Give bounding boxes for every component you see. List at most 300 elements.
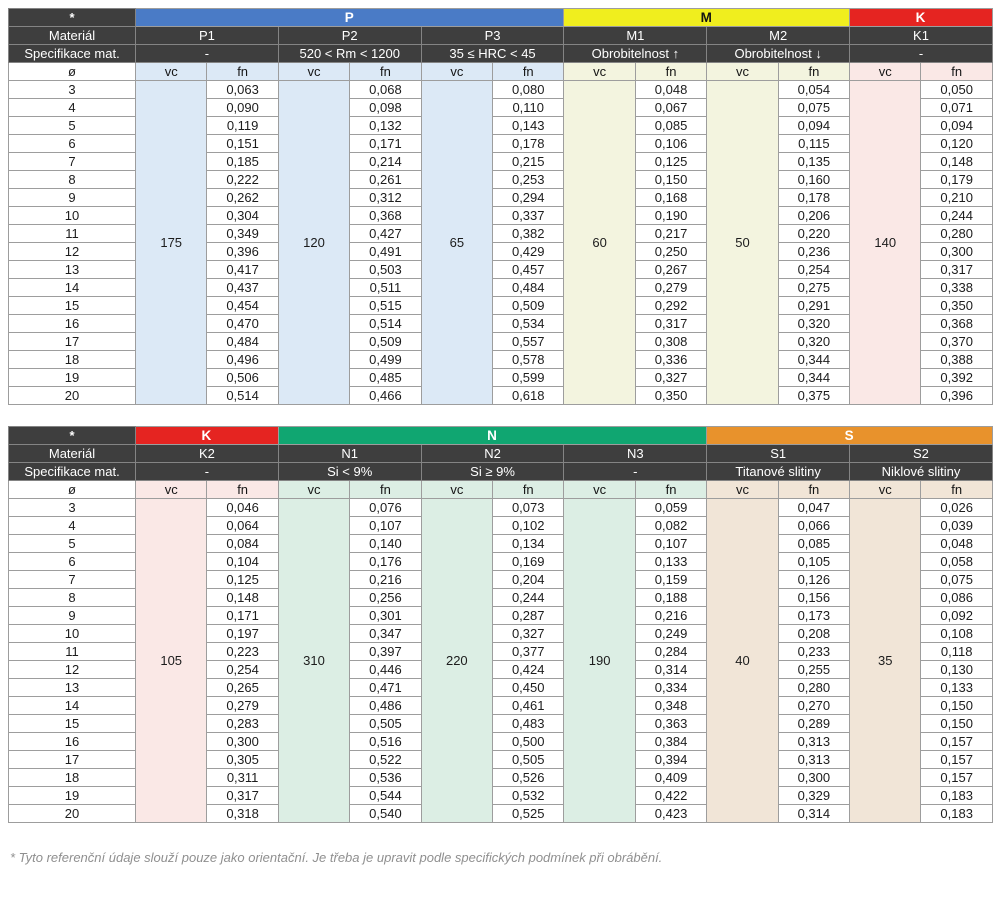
vc-header-cell: vc bbox=[707, 481, 778, 499]
fn-value-cell: 0,159 bbox=[635, 571, 706, 589]
fn-value-cell: 0,048 bbox=[921, 535, 992, 553]
vc-header-cell: vc bbox=[850, 481, 921, 499]
fn-value-cell: 0,308 bbox=[635, 333, 706, 351]
fn-header-cell: fn bbox=[207, 63, 278, 81]
fn-value-cell: 0,094 bbox=[921, 117, 992, 135]
fn-value-cell: 0,157 bbox=[921, 733, 992, 751]
fn-value-cell: 0,314 bbox=[635, 661, 706, 679]
fn-value-cell: 0,505 bbox=[493, 751, 564, 769]
fn-value-cell: 0,133 bbox=[921, 679, 992, 697]
fn-value-cell: 0,048 bbox=[635, 81, 706, 99]
fn-value-cell: 0,457 bbox=[493, 261, 564, 279]
spec-cell: - bbox=[850, 45, 993, 63]
vc-header-cell: vc bbox=[707, 63, 778, 81]
diameter-cell: 12 bbox=[9, 243, 136, 261]
fn-value-cell: 0,050 bbox=[921, 81, 992, 99]
fn-value-cell: 0,183 bbox=[921, 805, 992, 823]
fn-value-cell: 0,249 bbox=[635, 625, 706, 643]
fn-value-cell: 0,253 bbox=[493, 171, 564, 189]
material-cell-s1: S1 bbox=[707, 445, 850, 463]
fn-value-cell: 0,169 bbox=[493, 553, 564, 571]
vc-value-cell: 60 bbox=[564, 81, 635, 405]
fn-value-cell: 0,525 bbox=[493, 805, 564, 823]
fn-value-cell: 0,368 bbox=[921, 315, 992, 333]
vcfn-header-row bbox=[9, 63, 993, 81]
fn-value-cell: 0,075 bbox=[778, 99, 849, 117]
fn-value-cell: 0,275 bbox=[778, 279, 849, 297]
fn-value-cell: 0,156 bbox=[778, 589, 849, 607]
fn-value-cell: 0,301 bbox=[350, 607, 421, 625]
spec-cell: Obrobitelnost ↓ bbox=[707, 45, 850, 63]
diameter-cell: 10 bbox=[9, 625, 136, 643]
fn-value-cell: 0,294 bbox=[493, 189, 564, 207]
fn-value-cell: 0,256 bbox=[350, 589, 421, 607]
fn-value-cell: 0,115 bbox=[778, 135, 849, 153]
vc-header-cell: vc bbox=[850, 63, 921, 81]
spec-cell: Obrobitelnost ↑ bbox=[564, 45, 707, 63]
vc-value-cell: 310 bbox=[278, 499, 349, 823]
fn-value-cell: 0,509 bbox=[493, 297, 564, 315]
diameter-cell: 14 bbox=[9, 697, 136, 715]
fn-value-cell: 0,160 bbox=[778, 171, 849, 189]
fn-value-cell: 0,291 bbox=[778, 297, 849, 315]
vc-header-cell: vc bbox=[564, 63, 635, 81]
fn-value-cell: 0,454 bbox=[207, 297, 278, 315]
fn-header-cell: fn bbox=[207, 481, 278, 499]
diameter-cell: 19 bbox=[9, 787, 136, 805]
material-cell-p1: P1 bbox=[136, 27, 279, 45]
fn-value-cell: 0,514 bbox=[207, 387, 278, 405]
material-row-label: Materiál bbox=[9, 27, 136, 45]
fn-value-cell: 0,082 bbox=[635, 517, 706, 535]
fn-value-cell: 0,300 bbox=[921, 243, 992, 261]
fn-value-cell: 0,143 bbox=[493, 117, 564, 135]
fn-value-cell: 0,197 bbox=[207, 625, 278, 643]
fn-value-cell: 0,540 bbox=[350, 805, 421, 823]
fn-value-cell: 0,392 bbox=[921, 369, 992, 387]
fn-value-cell: 0,396 bbox=[207, 243, 278, 261]
vc-header-cell: vc bbox=[421, 481, 492, 499]
diameter-cell: 18 bbox=[9, 769, 136, 787]
diameter-cell: 7 bbox=[9, 571, 136, 589]
fn-value-cell: 0,204 bbox=[493, 571, 564, 589]
fn-value-cell: 0,327 bbox=[493, 625, 564, 643]
spec-row-label: Specifikace mat. bbox=[9, 463, 136, 481]
fn-value-cell: 0,085 bbox=[635, 117, 706, 135]
fn-value-cell: 0,499 bbox=[350, 351, 421, 369]
fn-value-cell: 0,214 bbox=[350, 153, 421, 171]
material-row-label: Materiál bbox=[9, 445, 136, 463]
fn-value-cell: 0,503 bbox=[350, 261, 421, 279]
fn-value-cell: 0,320 bbox=[778, 333, 849, 351]
fn-value-cell: 0,106 bbox=[635, 135, 706, 153]
fn-value-cell: 0,289 bbox=[778, 715, 849, 733]
fn-value-cell: 0,151 bbox=[207, 135, 278, 153]
fn-value-cell: 0,223 bbox=[207, 643, 278, 661]
fn-value-cell: 0,080 bbox=[493, 81, 564, 99]
fn-value-cell: 0,397 bbox=[350, 643, 421, 661]
vc-value-cell: 65 bbox=[421, 81, 492, 405]
fn-value-cell: 0,250 bbox=[635, 243, 706, 261]
fn-value-cell: 0,236 bbox=[778, 243, 849, 261]
diameter-cell: 13 bbox=[9, 261, 136, 279]
material-cell-n2: N2 bbox=[421, 445, 564, 463]
fn-value-cell: 0,066 bbox=[778, 517, 849, 535]
fn-value-cell: 0,509 bbox=[350, 333, 421, 351]
diameter-cell: 12 bbox=[9, 661, 136, 679]
fn-value-cell: 0,423 bbox=[635, 805, 706, 823]
vc-value-cell: 140 bbox=[850, 81, 921, 405]
class-band-k: K bbox=[850, 9, 993, 27]
fn-value-cell: 0,300 bbox=[778, 769, 849, 787]
fn-value-cell: 0,317 bbox=[921, 261, 992, 279]
fn-value-cell: 0,466 bbox=[350, 387, 421, 405]
fn-value-cell: 0,429 bbox=[493, 243, 564, 261]
fn-value-cell: 0,417 bbox=[207, 261, 278, 279]
fn-value-cell: 0,292 bbox=[635, 297, 706, 315]
vc-value-cell: 175 bbox=[136, 81, 207, 405]
fn-value-cell: 0,255 bbox=[778, 661, 849, 679]
material-row bbox=[9, 27, 993, 45]
diameter-cell: 14 bbox=[9, 279, 136, 297]
fn-value-cell: 0,317 bbox=[635, 315, 706, 333]
class-band-k: K bbox=[136, 427, 279, 445]
vc-header-cell: vc bbox=[278, 481, 349, 499]
fn-value-cell: 0,336 bbox=[635, 351, 706, 369]
cutting-data-table-1 bbox=[8, 8, 993, 405]
fn-value-cell: 0,516 bbox=[350, 733, 421, 751]
fn-value-cell: 0,350 bbox=[635, 387, 706, 405]
fn-value-cell: 0,265 bbox=[207, 679, 278, 697]
vc-header-cell: vc bbox=[278, 63, 349, 81]
table-row bbox=[9, 81, 993, 99]
fn-value-cell: 0,233 bbox=[778, 643, 849, 661]
fn-value-cell: 0,313 bbox=[778, 733, 849, 751]
fn-value-cell: 0,267 bbox=[635, 261, 706, 279]
fn-value-cell: 0,090 bbox=[207, 99, 278, 117]
fn-value-cell: 0,506 bbox=[207, 369, 278, 387]
fn-value-cell: 0,422 bbox=[635, 787, 706, 805]
fn-value-cell: 0,280 bbox=[778, 679, 849, 697]
fn-value-cell: 0,084 bbox=[207, 535, 278, 553]
fn-value-cell: 0,578 bbox=[493, 351, 564, 369]
fn-value-cell: 0,171 bbox=[207, 607, 278, 625]
fn-value-cell: 0,150 bbox=[635, 171, 706, 189]
fn-value-cell: 0,312 bbox=[350, 189, 421, 207]
band-row bbox=[9, 9, 993, 27]
fn-value-cell: 0,348 bbox=[635, 697, 706, 715]
fn-header-cell: fn bbox=[778, 63, 849, 81]
fn-value-cell: 0,157 bbox=[921, 769, 992, 787]
diameter-cell: 6 bbox=[9, 553, 136, 571]
fn-value-cell: 0,222 bbox=[207, 171, 278, 189]
fn-value-cell: 0,215 bbox=[493, 153, 564, 171]
fn-header-cell: fn bbox=[493, 63, 564, 81]
diameter-cell: 13 bbox=[9, 679, 136, 697]
fn-value-cell: 0,157 bbox=[921, 751, 992, 769]
material-cell-k1: K1 bbox=[850, 27, 993, 45]
fn-value-cell: 0,108 bbox=[921, 625, 992, 643]
fn-value-cell: 0,329 bbox=[778, 787, 849, 805]
fn-header-cell: fn bbox=[635, 63, 706, 81]
fn-value-cell: 0,557 bbox=[493, 333, 564, 351]
spec-cell: - bbox=[136, 463, 279, 481]
vc-header-cell: vc bbox=[136, 481, 207, 499]
cutting-data-table-2 bbox=[8, 426, 993, 823]
fn-value-cell: 0,279 bbox=[635, 279, 706, 297]
fn-value-cell: 0,254 bbox=[778, 261, 849, 279]
fn-value-cell: 0,208 bbox=[778, 625, 849, 643]
fn-value-cell: 0,076 bbox=[350, 499, 421, 517]
fn-value-cell: 0,220 bbox=[778, 225, 849, 243]
fn-value-cell: 0,409 bbox=[635, 769, 706, 787]
fn-value-cell: 0,107 bbox=[635, 535, 706, 553]
fn-value-cell: 0,446 bbox=[350, 661, 421, 679]
diameter-cell: 15 bbox=[9, 297, 136, 315]
diameter-cell: 8 bbox=[9, 589, 136, 607]
spec-cell: - bbox=[136, 45, 279, 63]
fn-value-cell: 0,318 bbox=[207, 805, 278, 823]
fn-value-cell: 0,119 bbox=[207, 117, 278, 135]
fn-value-cell: 0,394 bbox=[635, 751, 706, 769]
fn-value-cell: 0,054 bbox=[778, 81, 849, 99]
table-row bbox=[9, 499, 993, 517]
fn-value-cell: 0,515 bbox=[350, 297, 421, 315]
diameter-cell: 18 bbox=[9, 351, 136, 369]
fn-value-cell: 0,125 bbox=[635, 153, 706, 171]
fn-value-cell: 0,279 bbox=[207, 697, 278, 715]
fn-value-cell: 0,514 bbox=[350, 315, 421, 333]
fn-value-cell: 0,185 bbox=[207, 153, 278, 171]
fn-value-cell: 0,304 bbox=[207, 207, 278, 225]
fn-value-cell: 0,107 bbox=[350, 517, 421, 535]
fn-value-cell: 0,334 bbox=[635, 679, 706, 697]
fn-value-cell: 0,134 bbox=[493, 535, 564, 553]
fn-value-cell: 0,059 bbox=[635, 499, 706, 517]
fn-value-cell: 0,450 bbox=[493, 679, 564, 697]
fn-value-cell: 0,424 bbox=[493, 661, 564, 679]
corner-star-cell: * bbox=[9, 427, 136, 445]
vc-header-cell: vc bbox=[564, 481, 635, 499]
fn-value-cell: 0,092 bbox=[921, 607, 992, 625]
diameter-cell: 19 bbox=[9, 369, 136, 387]
diameter-cell: 11 bbox=[9, 225, 136, 243]
fn-value-cell: 0,534 bbox=[493, 315, 564, 333]
fn-value-cell: 0,344 bbox=[778, 369, 849, 387]
fn-value-cell: 0,461 bbox=[493, 697, 564, 715]
material-cell-m1: M1 bbox=[564, 27, 707, 45]
fn-value-cell: 0,350 bbox=[921, 297, 992, 315]
fn-header-cell: fn bbox=[921, 63, 992, 81]
fn-value-cell: 0,496 bbox=[207, 351, 278, 369]
spec-row-label: Specifikace mat. bbox=[9, 45, 136, 63]
fn-value-cell: 0,427 bbox=[350, 225, 421, 243]
fn-value-cell: 0,284 bbox=[635, 643, 706, 661]
fn-value-cell: 0,254 bbox=[207, 661, 278, 679]
diameter-cell: 7 bbox=[9, 153, 136, 171]
material-cell-s2: S2 bbox=[850, 445, 993, 463]
fn-value-cell: 0,085 bbox=[778, 535, 849, 553]
fn-value-cell: 0,396 bbox=[921, 387, 992, 405]
spec-cell: Si < 9% bbox=[278, 463, 421, 481]
fn-value-cell: 0,384 bbox=[635, 733, 706, 751]
vc-value-cell: 220 bbox=[421, 499, 492, 823]
fn-header-cell: fn bbox=[635, 481, 706, 499]
material-cell-p3: P3 bbox=[421, 27, 564, 45]
fn-value-cell: 0,244 bbox=[921, 207, 992, 225]
diameter-cell: 20 bbox=[9, 387, 136, 405]
fn-value-cell: 0,118 bbox=[921, 643, 992, 661]
diameter-cell: 9 bbox=[9, 607, 136, 625]
spec-cell: - bbox=[564, 463, 707, 481]
vcfn-header-row bbox=[9, 481, 993, 499]
fn-value-cell: 0,105 bbox=[778, 553, 849, 571]
material-cell-k2: K2 bbox=[136, 445, 279, 463]
fn-value-cell: 0,039 bbox=[921, 517, 992, 535]
fn-value-cell: 0,110 bbox=[493, 99, 564, 117]
diameter-cell: 5 bbox=[9, 117, 136, 135]
fn-value-cell: 0,047 bbox=[778, 499, 849, 517]
fn-header-cell: fn bbox=[778, 481, 849, 499]
fn-value-cell: 0,098 bbox=[350, 99, 421, 117]
fn-header-cell: fn bbox=[493, 481, 564, 499]
fn-value-cell: 0,532 bbox=[493, 787, 564, 805]
fn-value-cell: 0,320 bbox=[778, 315, 849, 333]
diameter-cell: 3 bbox=[9, 499, 136, 517]
fn-value-cell: 0,471 bbox=[350, 679, 421, 697]
fn-value-cell: 0,178 bbox=[493, 135, 564, 153]
fn-value-cell: 0,347 bbox=[350, 625, 421, 643]
fn-value-cell: 0,210 bbox=[921, 189, 992, 207]
diameter-cell: 5 bbox=[9, 535, 136, 553]
fn-value-cell: 0,483 bbox=[493, 715, 564, 733]
spec-cell: 520 < Rm < 1200 bbox=[278, 45, 421, 63]
fn-value-cell: 0,300 bbox=[207, 733, 278, 751]
fn-header-cell: fn bbox=[350, 63, 421, 81]
fn-value-cell: 0,067 bbox=[635, 99, 706, 117]
vc-header-cell: vc bbox=[136, 63, 207, 81]
spec-cell: Titanové slitiny bbox=[707, 463, 850, 481]
fn-value-cell: 0,176 bbox=[350, 553, 421, 571]
fn-value-cell: 0,217 bbox=[635, 225, 706, 243]
vc-header-cell: vc bbox=[421, 63, 492, 81]
fn-value-cell: 0,168 bbox=[635, 189, 706, 207]
diameter-header-cell: ø bbox=[9, 63, 136, 81]
diameter-cell: 16 bbox=[9, 733, 136, 751]
fn-value-cell: 0,317 bbox=[207, 787, 278, 805]
fn-value-cell: 0,505 bbox=[350, 715, 421, 733]
fn-value-cell: 0,148 bbox=[921, 153, 992, 171]
diameter-cell: 8 bbox=[9, 171, 136, 189]
fn-value-cell: 0,370 bbox=[921, 333, 992, 351]
fn-value-cell: 0,179 bbox=[921, 171, 992, 189]
fn-value-cell: 0,368 bbox=[350, 207, 421, 225]
fn-value-cell: 0,132 bbox=[350, 117, 421, 135]
class-band-p: P bbox=[136, 9, 564, 27]
fn-value-cell: 0,126 bbox=[778, 571, 849, 589]
class-band-m: M bbox=[564, 9, 850, 27]
footnote: * Tyto referenční údaje slouží pouze jako orientační. Je třeba je upravit podle specifických podmínek při obrábění. bbox=[10, 850, 663, 865]
fn-value-cell: 0,150 bbox=[921, 715, 992, 733]
fn-value-cell: 0,344 bbox=[778, 351, 849, 369]
fn-value-cell: 0,190 bbox=[635, 207, 706, 225]
fn-value-cell: 0,618 bbox=[493, 387, 564, 405]
fn-value-cell: 0,470 bbox=[207, 315, 278, 333]
fn-value-cell: 0,287 bbox=[493, 607, 564, 625]
fn-value-cell: 0,280 bbox=[921, 225, 992, 243]
fn-value-cell: 0,544 bbox=[350, 787, 421, 805]
fn-value-cell: 0,536 bbox=[350, 769, 421, 787]
fn-value-cell: 0,178 bbox=[778, 189, 849, 207]
fn-value-cell: 0,314 bbox=[778, 805, 849, 823]
fn-value-cell: 0,511 bbox=[350, 279, 421, 297]
vc-value-cell: 190 bbox=[564, 499, 635, 823]
fn-value-cell: 0,337 bbox=[493, 207, 564, 225]
fn-value-cell: 0,522 bbox=[350, 751, 421, 769]
fn-value-cell: 0,148 bbox=[207, 589, 278, 607]
diameter-cell: 9 bbox=[9, 189, 136, 207]
material-row bbox=[9, 445, 993, 463]
diameter-cell: 17 bbox=[9, 751, 136, 769]
fn-value-cell: 0,183 bbox=[921, 787, 992, 805]
fn-value-cell: 0,486 bbox=[350, 697, 421, 715]
corner-star-cell: * bbox=[9, 9, 136, 27]
fn-value-cell: 0,382 bbox=[493, 225, 564, 243]
fn-value-cell: 0,125 bbox=[207, 571, 278, 589]
fn-value-cell: 0,058 bbox=[921, 553, 992, 571]
diameter-cell: 17 bbox=[9, 333, 136, 351]
fn-value-cell: 0,311 bbox=[207, 769, 278, 787]
class-band-n: N bbox=[278, 427, 706, 445]
fn-value-cell: 0,261 bbox=[350, 171, 421, 189]
fn-value-cell: 0,188 bbox=[635, 589, 706, 607]
material-cell-n1: N1 bbox=[278, 445, 421, 463]
diameter-cell: 10 bbox=[9, 207, 136, 225]
fn-value-cell: 0,120 bbox=[921, 135, 992, 153]
fn-value-cell: 0,244 bbox=[493, 589, 564, 607]
fn-value-cell: 0,349 bbox=[207, 225, 278, 243]
fn-value-cell: 0,102 bbox=[493, 517, 564, 535]
fn-value-cell: 0,599 bbox=[493, 369, 564, 387]
spec-cell: Si ≥ 9% bbox=[421, 463, 564, 481]
diameter-cell: 16 bbox=[9, 315, 136, 333]
spec-cell: Niklové slitiny bbox=[850, 463, 993, 481]
fn-value-cell: 0,484 bbox=[493, 279, 564, 297]
material-cell-n3: N3 bbox=[564, 445, 707, 463]
fn-value-cell: 0,071 bbox=[921, 99, 992, 117]
fn-value-cell: 0,135 bbox=[778, 153, 849, 171]
fn-value-cell: 0,104 bbox=[207, 553, 278, 571]
fn-value-cell: 0,437 bbox=[207, 279, 278, 297]
fn-value-cell: 0,338 bbox=[921, 279, 992, 297]
fn-value-cell: 0,526 bbox=[493, 769, 564, 787]
fn-value-cell: 0,063 bbox=[207, 81, 278, 99]
fn-value-cell: 0,026 bbox=[921, 499, 992, 517]
vc-value-cell: 35 bbox=[850, 499, 921, 823]
diameter-cell: 20 bbox=[9, 805, 136, 823]
diameter-cell: 4 bbox=[9, 517, 136, 535]
fn-header-cell: fn bbox=[350, 481, 421, 499]
fn-value-cell: 0,313 bbox=[778, 751, 849, 769]
class-band-s: S bbox=[707, 427, 993, 445]
fn-value-cell: 0,485 bbox=[350, 369, 421, 387]
fn-value-cell: 0,305 bbox=[207, 751, 278, 769]
vc-value-cell: 40 bbox=[707, 499, 778, 823]
fn-value-cell: 0,130 bbox=[921, 661, 992, 679]
fn-value-cell: 0,068 bbox=[350, 81, 421, 99]
fn-value-cell: 0,216 bbox=[635, 607, 706, 625]
material-cell-p2: P2 bbox=[278, 27, 421, 45]
